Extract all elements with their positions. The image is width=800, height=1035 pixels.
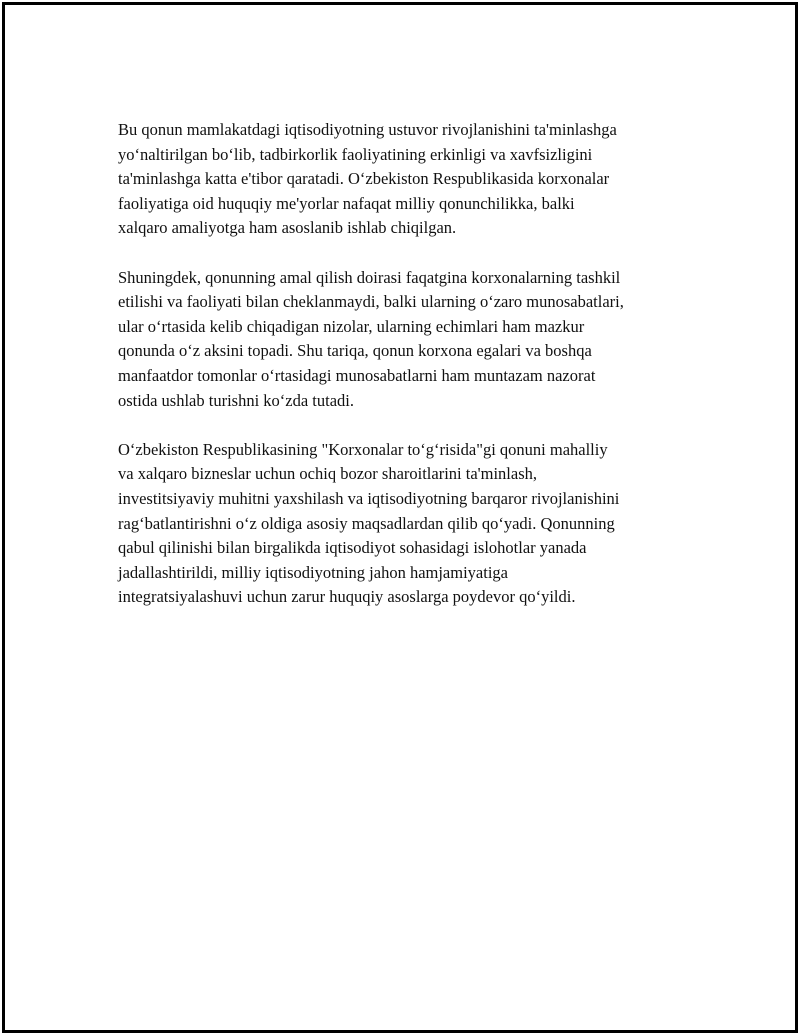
text-line: ular oʻrtasida kelib chiqadigan nizolar, ularning echimlari ham mazkur bbox=[118, 316, 585, 336]
text-line: yoʻnaltirilgan boʻlib, tadbirkorlik faoliyatining erkinligi va xavfsizligini bbox=[118, 144, 593, 164]
text-line: manfaatdor tomonlar oʻrtasidagi munosabatlarni ham muntazam nazorat bbox=[118, 365, 596, 385]
text-line: etilishi va faoliyati bilan cheklanmaydi, balki ularning oʻzaro munosabatlari, bbox=[118, 292, 624, 312]
text-line: xalqaro amaliyotga ham asoslanib ishlab chiqilgan. bbox=[118, 218, 457, 238]
text-line: ragʻbatlantirishni oʻz oldiga asosiy maqsadlardan qilib qoʻyadi. Qonunning bbox=[118, 513, 615, 533]
paragraph-2 bbox=[118, 266, 690, 414]
text-line: investitsiyaviy muhitni yaxshilash va iqtisodiyotning barqaror rivojlanishini bbox=[118, 488, 620, 508]
text-line: Shuningdek, qonunning amal qilish doirasi faqatgina korxonalarning tashkil bbox=[118, 267, 621, 287]
text-line: qabul qilinishi bilan birgalikda iqtisodiyot sohasidagi islohotlar yanada bbox=[118, 538, 587, 558]
text-line: jadallashtirildi, milliy iqtisodiyotning jahon hamjamiyatiga bbox=[118, 562, 508, 582]
text-line: va xalqaro bizneslar uchun ochiq bozor sharoitlarini ta'minlash, bbox=[118, 464, 538, 484]
text-line: Oʻzbekiston Respublikasining "Korxonalar toʻgʻrisida"gi qonuni mahalliy bbox=[118, 439, 608, 459]
text-line: qonunda oʻz aksini topadi. Shu tariqa, qonun korxona egalari va boshqa bbox=[118, 341, 592, 361]
paragraph-1 bbox=[118, 118, 690, 241]
text-line: ta'minlashga katta e'tibor qaratadi. Oʻzbekiston Respublikasida korxonalar bbox=[118, 169, 610, 189]
text-line: Bu qonun mamlakatdagi iqtisodiyotning ustuvor rivojlanishini ta'minlashga bbox=[118, 120, 617, 139]
document-body bbox=[118, 118, 690, 634]
text-line: faoliyatiga oid huquqiy me'yorlar nafaqat milliy qonunchilikka, balki bbox=[118, 193, 575, 213]
text-line: ostida ushlab turishni koʻzda tutadi. bbox=[118, 390, 355, 410]
paragraph-3 bbox=[118, 438, 690, 610]
text-line: integratsiyalashuvi uchun zarur huquqiy asoslarga poydevor qoʻyildi. bbox=[118, 587, 576, 607]
